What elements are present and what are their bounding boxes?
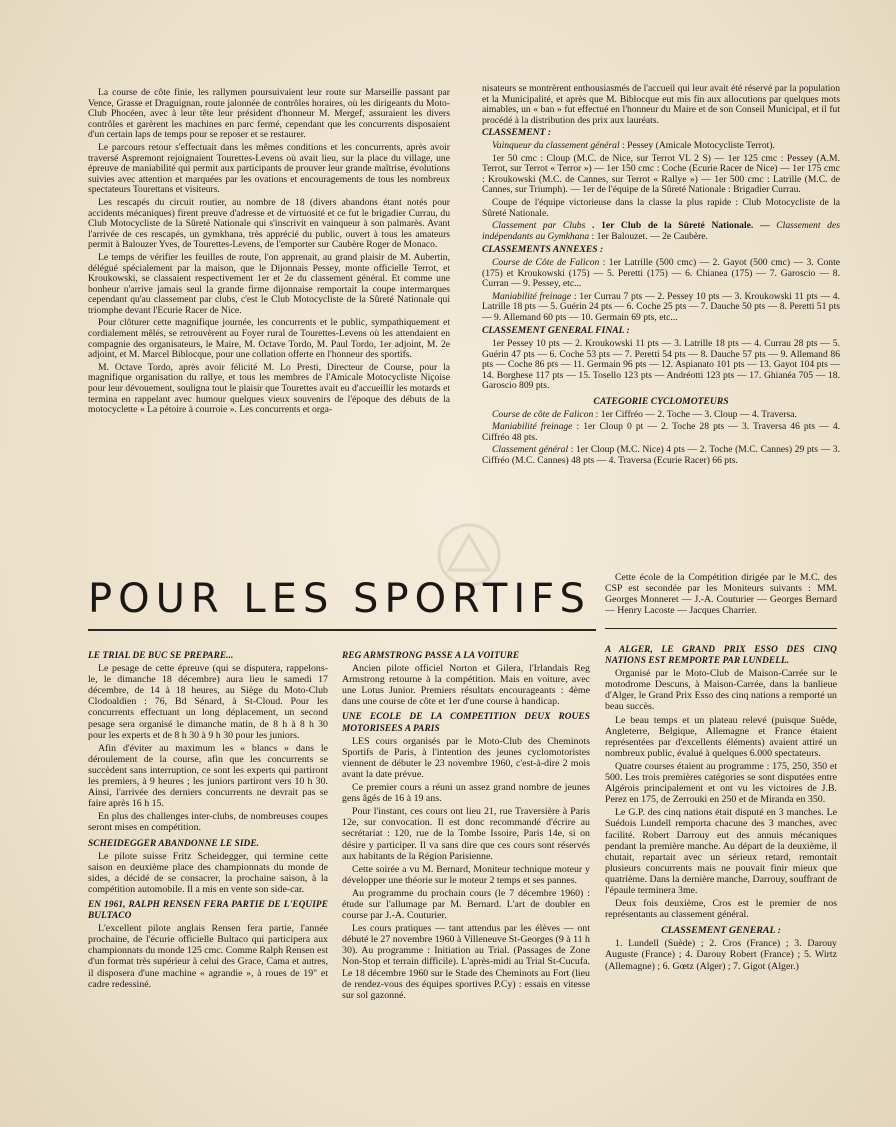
label: Classement général	[492, 444, 569, 456]
paragraph: Coupe de l'équipe victorieuse dans la classe la plus rapide : Club Motocycliste de la Sûreté Nationale.	[482, 196, 840, 219]
section-heading: CLASSEMENT :	[482, 127, 552, 139]
page-title: POUR LES SPORTIFS	[88, 576, 591, 622]
paragraph	[482, 445, 840, 466]
paragraph: Ce premier cours a réuni un assez grand nombre de jeunes gens âgés de 16 à 19 ans.	[342, 782, 590, 805]
paragraph	[482, 141, 840, 152]
paragraph: 1. Lundell (Suède) ; 2. Cros (France) ; 3. Darouy Auguste (France) ; 4. Darouy Robert (France) ; 5. Wirtz (Allemagne) ; 6. Gœtz (Alger) ; 7. Gigot (Alger.)	[605, 938, 837, 972]
paragraph: LES cours organisés par le Moto-Club des Cheminots Sportifs de Paris, à l'intention des jeunes cyclomotoristes viennent de débuter le 23 novembre 1960, c'est-à-dire 2 mois avant la date prévue.	[342, 735, 590, 780]
label: Classement par Clubs	[492, 220, 586, 232]
news-column-1	[88, 646, 328, 992]
text: : 1er Cloup (M.C. Nice) 4 pts — 2. Toche (M.C. Cannes) 29 pts — 3. Ciffréo (M.C. Cannes) 48 pts — 4. Traversa (Ecurie Racer) 66 pts.	[482, 444, 840, 466]
paragraph: Cette école de la Compétition dirigée par le M.C. des CSP est secondée par les Moniteurs suivants : MM. Georges Monneret — J.-A. Couturier — Georges Bernard — Henry Lacoste — Jacques Charrier.	[605, 572, 837, 616]
paragraph: Le pilote suisse Fritz Scheidegger, qui termine cette saison en deuxième place des championnats du monde de sides, a décidé de se consacrer, la prochaine saison, à la compétition automobile. Il a mis en vente son side-car.	[88, 850, 328, 895]
text: : 1er Ciffréo — 2. Toche — 3. Cloup — 4. Traversa.	[595, 408, 797, 420]
text: . 1er Club de la Sûreté Nationale. —	[592, 220, 770, 232]
label: Maniabilité freinage	[492, 421, 573, 433]
text: : 1er Cloup 0 pt — 2. Toche 28 pts — 3. Traversa 46 pts — 4. Ciffréo 48 pts.	[482, 421, 841, 443]
paragraph: Les cours pratiques — tant attendus par les élèves — ont débuté le 27 novembre 1960 à Villeneuve St-Georges (9 à 11 h 30). Au programme : Initiation au Trial. (Passages de Zone Non-Stop et terrain difficile). L'après-midi au Trial St-Cucufa. Le 18 décembre 1960 sur le Stade des Cheminots au Fort (lieu de rendez-vous des équipes sportives P.Cy) : essais en vitesse sur sol gazonné.	[342, 923, 590, 1001]
label: Classement des indépendants au Gymkhana	[482, 220, 840, 242]
paragraph	[482, 292, 840, 324]
paragraph	[482, 221, 840, 242]
rally-report-right-column	[482, 84, 840, 469]
paragraph: La course de côte finie, les rallymen poursuivaient leur route sur Marseille passant par Vence, Grasse et Draguignan, route jalonnée de contrôles horaires, où les dirigeants du Moto-Club Phocéen, avec à leur tête leur président d'honneur M. Mergef, assuraient les divers contrôles et garèrent les machines en parc fermé, cependant que les concurrents disposaient d'un certain laps de temps pour se reposer et se restaurer.	[88, 87, 450, 141]
paragraph: Quatre courses étaient au programme : 175, 250, 350 et 500. Les trois premières catégories se sont disputées entre Algérois principalement et ont vu les victoires de J.B. Perez en 175, de Zerrouki en 250 et de Miranda en 350.	[605, 760, 837, 806]
paragraph: Le parcours retour s'effectuait dans les mêmes conditions et les concurrents, après avoir traversé Aspremont rejoignaient Tourettes-Levens où avait lieu, sur la place du village, une épreuve de maniabilité qui permit aux participants de prouver leur grande maîtrise, évolutions suivies avec attention et marquées par les ovations et encouragements de tous les nombreux spectateurs Tourettans et visiteurs.	[88, 141, 450, 196]
paragraph: Ancien pilote officiel Norton et Gilera, l'Irlandais Reg Armstrong retourne à la compétition. Mais en voiture, avec une Lotus Junior. Premiers résultats encourageants : 4ème dans une course de côte et 1er d'une course à handicap.	[342, 663, 590, 708]
paragraph	[482, 422, 840, 443]
results-heading: CLASSEMENT GENERAL :	[661, 925, 781, 937]
paragraph: 1er 50 cmc : Cloup (M.C. de Nice, sur Terrot VL 2 S) — 1er 125 cmc : Pessey (A.M. Terrot, sur Terrot « Terror ») — 1er 150 cmc : Coche (Ecurie Racer de Nice) — 1er 175 cmc : Kroukowski (M.C. de Cannes, sur Terrot « Rallye ») — 1er 500 cmc : Latrille (M.C. de Cannes, sur Triumph). — 1er de l'équipe de la Sûreté Nationale : Brigadier Currau.	[482, 152, 840, 196]
paragraph	[482, 410, 840, 421]
paragraph: L'excellent pilote anglais Rensen fera partie, l'année prochaine, de l'écurie officielle Bultaco qui participera aux championnats du monde 125 cmc. Comme Ralph Rensen est d'un format très supérieur à celui des Grace, Cama et autres, il disposera d'une machine « agrandie », à roues de 19" et cadre redessiné.	[88, 923, 328, 990]
label: Course de côte de Falicon	[492, 408, 594, 420]
headline-trial-buc: LE TRIAL DE BUC SE PREPARE...	[88, 651, 234, 661]
text: : 1er Latrille (500 cmc) — 2. Gayot (500 cmc) — 3. Conte (175) et Kroukowski (175) — 5. Peretti (175) — 6. Chianea (175) — 7. Garoscio — 8. Curran — 9. Pessey, etc...	[482, 256, 840, 290]
paragraph: M. Octave Tordo, après avoir félicité M. Lo Presti, Directeur de Course, pour la magnifique organisation du rallye, et tous les membres de l'Amicale Motocycliste Niçoise pour leur dévouement, souligna tout le plaisir que Tourettes avait eu d'accueillir les motards et termina en rappelant avec humour quelques vieux souvenirs de l'époque des débuts de la motocyclette « La pétoire à courroie ». Les concurrents et orga-	[88, 361, 450, 416]
headline-grand-prix-esso: A ALGER, LE GRAND PRIX ESSO DES CINQ NATIONS EST REMPORTE PAR LUNDELL.	[605, 645, 837, 667]
text: : 1er Balouzet. — 2e Caubère.	[591, 230, 708, 242]
title-underline	[88, 629, 596, 631]
paragraph: Pour clôturer cette magnifique journée, les concurrents et le public, sympathiquement et cordialement mêlés, se retrouvèrent au Foyer rural de Tourettes-Levens où les attendaient en compagnie des organisateurs, le Maire, M. Octave Tordo, M. Paul Tordo, 1er adjoint, M. 2e adjoint, et M. Marcel Biblocque, pour une collation offerte en l'honneur des sportifs.	[88, 317, 450, 361]
paragraph: 1er Pessey 10 pts — 2. Kroukowski 11 pts — 3. Latrille 18 pts — 4. Currau 28 pts — 5. Guérin 47 pts — 6. Coche 53 pts — 7. Peretti 54 pts — 8. Dauche 57 pts — 9. Allemand 86 pts — Coche 86 pts — 11. Germain 96 pts — 12. Aspianato 101 pts — 13. Gayot 104 pts — 14. Borghese 117 pts — 15. Tosello 123 pts — Andréotti 123 pts — 17. Ghianéa 705 — 18. Garoscio 809 pts.	[482, 338, 840, 392]
label: Maniabilité freinage	[492, 290, 572, 302]
headline-rensen: EN 1961, RALPH RENSEN FERA PARTIE DE L'EQUIPE BULTACO	[88, 899, 328, 922]
paragraph: nisateurs se montrèrent enthousiasmés de l'accueil qui leur avait été réservé par la population et la Municipalité, et après que M. Biblocque eut mis fin aux allocutions par quelques mots aimables, un « ban » fut effectué en l'honneur du Maire et de son Conseil Municipal, et il fut procédé à la distribution des prix aux lauréats.	[482, 83, 840, 126]
text: : 1er Currau 7 pts — 2. Pessey 10 pts — 3. Kroukowski 11 pts — 4. Latrille 18 pts — 5. Guérin 24 pts — 6. Coche 25 pts — 7. Dauche 50 pts — 8. Peretti 51 pts — 9. Allemand 60 pts — 10. Germain 69 pts, etc...	[482, 290, 840, 323]
label: Course de Côte de Falicon	[492, 256, 600, 268]
paragraph: Au programme du prochain cours (le 7 décembre 1960) : étude sur l'allumage par M. Bernard. L'art de doubler en course par J.-A. Couturier.	[342, 887, 590, 922]
paragraph: Le temps de vérifier les feuilles de route, l'on apprenait, au grand plaisir de M. Aubertin, délégué spécialement par la maison, que le Dijonnais Pessey, monte officielle Terrot, et Kroukowski, se classaient respectivement 1er et 2e du classement général. Et comme une bonheur n'arrive jamais seul la grande firme dijonnaise remportait la coupe intermarques cependant qu'au classement par clubs, c'est le Club Motocycliste de la Sûreté Nationale qui triomphe devant l'Ecurie Racer de Nice.	[88, 251, 450, 316]
section-heading: CATEGORIE CYCLOMOTEURS	[593, 396, 729, 408]
paragraph: Les rescapés du circuit routier, au nombre de 18 (divers abandons étant notés pour accidents mécaniques) firent preuve d'adresse et de virtuosité et ce fut le brigadier Currau, du Club Motocycliste de la Sûreté Nationale qui s'inscrivit en vainqueur à son palmarès. Avant l'arrivée de ces rescapés, un gymkhana, très apprécié du public, ouvert à tous les amateurs permit à Balouzer Yves, de Tourettes-Levens, de l'emporter sur Caubère Roger de Monaco.	[88, 196, 450, 251]
section-heading: CLASSEMENT GENERAL FINAL :	[482, 325, 630, 337]
rally-report-left-column	[88, 88, 450, 418]
news-column-3	[605, 640, 837, 974]
paragraph: Le G.P. des cinq nations était disputé en 3 manches. Le Suédois Lundell remporta chacune des 3 manches, avec facilité. Robert Darrouy eut des annuis mécaniques pendant la première manche. Au départ de la deuxième, il chutait, repartait avec un sérieux retard, remontait plusieurs concurrents mais ne pouvait finir mieux que quatrième. Dans la dernière manche, Darrouy, souffrant de l'épaule terminera 3me.	[605, 807, 837, 896]
section-heading: CLASSEMENTS ANNEXES :	[482, 244, 604, 256]
news-column-2	[342, 646, 590, 1003]
paragraph	[482, 258, 840, 290]
paragraph: Deux fois deuxième, Cros est le premier de nos représentants au classement général.	[605, 898, 837, 921]
headline-ecole-competition: UNE ECOLE DE LA COMPETITION DEUX ROUES MOTORISEES A PARIS	[342, 712, 590, 734]
paragraph: Pour l'instant, ces cours ont lieu 21, rue Traversière à Paris 12e, sur convocation. Il est donc recommandé d'écrire au secrétariat : 120, rue de la Tombe Issoire, Paris 14e, si on désire y participer. Il va sans dire que ces cours sont réservés aux habitants de la Région Parisienne.	[342, 806, 590, 862]
paragraph: Le pesage de cette épreuve (qui se disputera, rappelons-le, le dimanche 18 décembre) aura lieu le samedi 17 décembre, de 14 à 18 heures, au Siège du Moto-Club Clodoaldien : 76, Bd Sénard, à St-Cloud. Pour les concurrents effectuant un long déplacement, un second pesage sera organisé le dimanche matin, de 8 h à 8 h 30 pour les experts et de 8 h 30 à 9 h 30 pour les juniors.	[88, 663, 328, 741]
paragraph: Cette soirée a vu M. Bernard, Moniteur technique moteur y développer une théorie sur le moteur 2 temps et ses pannes.	[342, 863, 590, 886]
school-monitors-block	[605, 572, 837, 618]
paragraph: Organisé par le Moto-Club de Maison-Carrée sur le motodrome Descuns, à Maison-Carrée, dans la banlieue d'Alger, le Grand Prix Esso des cinq nations a remporté un beau succès.	[605, 668, 837, 713]
label: Vainqueur du classement général	[492, 139, 620, 151]
headline-scheidegger: SCHEIDEGGER ABANDONNE LE SIDE.	[88, 838, 260, 849]
headline-armstrong: REG ARMSTRONG PASSE A LA VOITURE	[342, 651, 520, 661]
text: : Pessey (Amicale Motocycliste Terrot).	[622, 139, 775, 151]
paragraph: En plus des challenges inter-clubs, de nombreuses coupes seront mises en compétition.	[88, 811, 328, 834]
column-divider	[605, 628, 837, 629]
paragraph: Le beau temps et un plateau relevé (puisque Suède, Angleterre, Belgique, Allemagne et France étaient représentées par d'excellents éléments) avaient attiré un nombreux public, évalué à quelques 6.000 spectateurs.	[605, 714, 837, 759]
paragraph: Afin d'éviter au maximum les « blancs » dans le déroulement de la course, afin que les concurrents se succèdent sans interruption, ce sont les experts qui partiront les premiers, à 9 heures ; les juniors partiront vers 10 h 30. Ainsi, l'arrivée des derniers concurrents ne devrait pas se faire après 16 h 15.	[88, 742, 328, 810]
